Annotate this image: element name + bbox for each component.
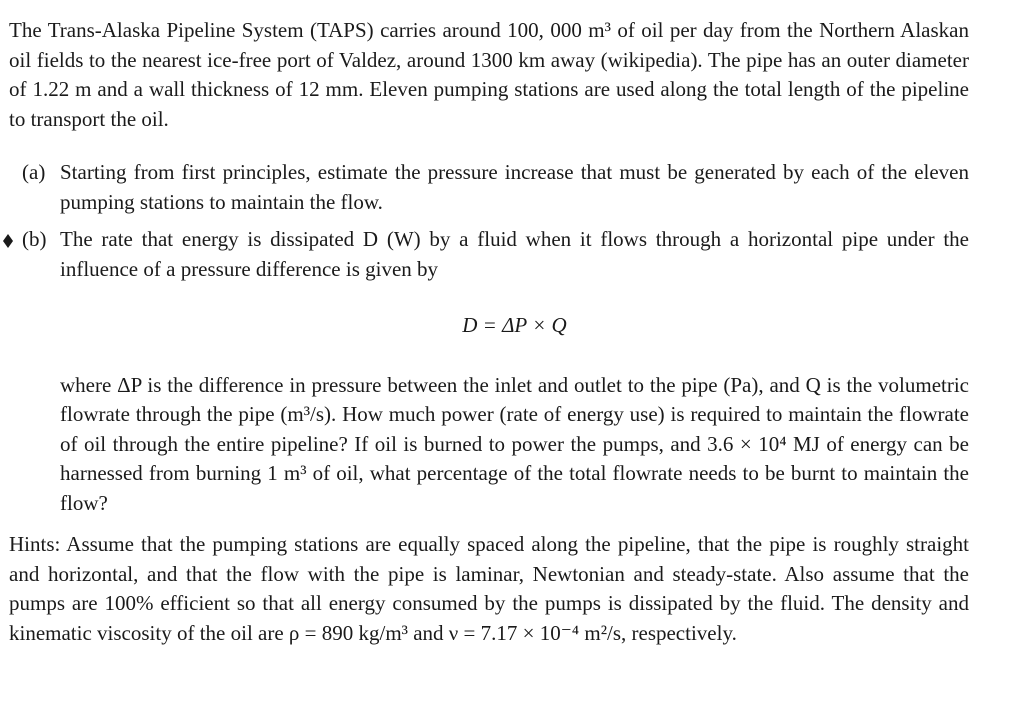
diamond-bullet-icon [3, 234, 13, 248]
part-b-body [60, 225, 969, 518]
hints-paragraph: Hints: Assume that the pumping stations are equally spaced along the pipeline, that the pipe is roughly straight and horizontal, and that the flow with the pipe is laminar, Newtonian and steady-state. Also assume that the pumps are 100% efficient so that all energy consumed by the pumps is dissipated by the fluid. The density and kinematic viscosity of the oil are ρ = 890 kg/m³ and ν = 7.17 × 10⁻⁴ m²/s, respectively. [9, 532, 969, 645]
part-b-text-before: The rate that energy is dissipated D (W) by a fluid when it flows through a horizontal pipe under the influence of a pressure difference is given by [60, 227, 969, 281]
part-a [22, 158, 969, 217]
part-b-label: (b) [22, 227, 47, 251]
intro-paragraph: The Trans-Alaska Pipeline System (TAPS) carries around 100, 000 m³ of oil per day from the Northern Alaskan oil fields to the nearest ice-free port of Valdez, around 1300 km away (wikipedia). The pipe has an outer diameter of 1.22 m and a wall thickness of 12 mm. Eleven pumping stations are used along the total length of the pipeline to transport the oil. [9, 18, 969, 131]
part-b-text-after: where ΔP is the difference in pressure between the inlet and outlet to the pipe (Pa), and Q is the volumetric flowrate through the pipe (m³/s). How much power (rate of energy use) is required to maintain the flowrate of oil through the entire pipeline? If oil is burned to power the pumps, and 3.6 × 10⁴ MJ of energy can be harnessed from burning 1 m³ of oil, what percentage of the total flowrate needs to be burnt to maintain the flow? [60, 372, 969, 515]
part-b [22, 225, 969, 518]
dissipation-formula: D = ΔP × Q [462, 313, 567, 337]
part-a-text: Starting from first principles, estimate the pressure increase that must be generated by each of the eleven pumping stations to maintain the flow. [60, 160, 969, 214]
part-a-label: (a) [22, 160, 46, 184]
